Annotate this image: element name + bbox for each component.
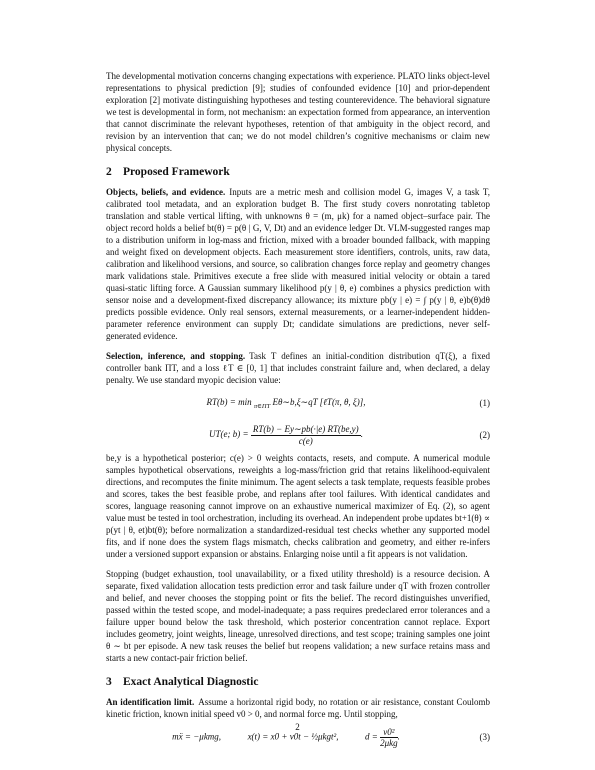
section-2-heading: [106, 166, 490, 178]
paper-page: [106, 70, 490, 754]
equation-2-numerator: RT(b) − Ey∼pb(·|e) RT(be,y): [252, 424, 359, 434]
equation-1-number: (1): [479, 398, 490, 408]
stopping-paragraph: Stopping (budget exhaustion, tool unavailability, or a fixed utility threshold) is a resource decision. A separate, fixed validation allocation tests prediction error and task failure under qT with frozen controller and belief, and never chooses the stopping point or fits the belief. The record distinguishes unverified, passed within the tested scope, and model-inadequate; a pass requires predeclared error tolerances and a failure upper bound below the task threshold, which posterior concentration cannot replace. Export includes geometry, joint weights, lineage, unresolved directions, and test scope; training samples one joint θ ∼ bt per episode. A new task reuses the belief but reopens validation; a new surface retains mass and starts a new contact-pair friction belief.: [106, 569, 490, 663]
equation-3-part-a: mẍ = −μkmg,: [172, 731, 222, 742]
equation-1-lhs: RT(b) = min: [206, 396, 252, 407]
equation-2-fraction: [251, 424, 361, 446]
equation-3-denominator: 2μkg: [380, 737, 398, 748]
equation-3-part-c-lhs: d =: [364, 731, 378, 742]
section-3-heading: [106, 676, 490, 688]
equation-1-rhs: Eθ∼b,ξ∼qT [ℓT(π, θ, ξ)],: [272, 396, 366, 407]
identification-limit-paragraph: [106, 696, 490, 720]
equation-3-part-b: x(t) = x0 + v0t − ½μkgt²,: [247, 731, 339, 742]
section-2-title: Proposed Framework: [123, 166, 230, 178]
equation-1: [106, 388, 490, 418]
section-3-title: Exact Analytical Diagnostic: [123, 676, 259, 688]
equation-3-numerator: v0²: [380, 727, 398, 738]
objects-beliefs-paragraph: [106, 186, 490, 342]
equation-1-subscript: π∈ΠT: [253, 402, 271, 410]
equation-2: [106, 420, 490, 450]
equation-2-body: UT(e; b) = $\frac{RT(b) - Ey\sim pb(\cdot|e) RT(be,y)}{c(e)}$ .: [209, 424, 363, 446]
paragraph-text: Inputs are a metric mesh and collision model G, images V, a task T, calibrated tool metadata, and an exploration budget B. The first study covers nonrotating tabletop translation and stable vertical lifting, with unknowns θ = (m, μk) for a named object–surface pair. The object record holds a belief bt(θ) = p(θ | G, V, Dt) and an evidence ledger Dt. VLM-suggested ranges map to a distribution uniform in log-mass and friction, mixed with a broader bounded fallback, with mapping and weight fixed on development objects. Each measurement store identifiers, controls, units, raw data, calibration and likelihood versions, and source, so calibration changes force replay and geometry changes mark validations stale. Primitives execute a free slide with measured initial velocity or obtain a tared quasi-static lifting force. A Gaussian summary likelihood p(y | θ, e) combines a physics prediction with sensor noise and a development-fixed discrepancy allowance; its mixture pb(y | e) = ∫ p(y | θ, e)b(θ)dθ predicts possible evidence. Only real sensors, external measurements, or a learner-independent hidden-parameter reference environment can supply Dt; candidate simulations are predictions, never self-generated evidence.: [106, 187, 490, 341]
section-2-number: 2: [106, 166, 112, 178]
paragraph-text: Assume a horizontal rigid body, no rotation or air resistance, constant Coulomb kinetic friction, known initial speed v0 > 0, and normal force mg. Until stopping,: [106, 697, 491, 719]
equation-1-body: [106, 397, 466, 410]
intro-paragraph: The developmental motivation concerns changing expectations with experience. PLATO links object-level representations to physical prediction [9]; studies of confounded evidence [10] and prior-dependent exploration [2] motivate distinguishing hypotheses and testing counterevidence. The behavioral signature we test is developmental in form, not mechanism: an expectation formed from appearance, an intervention that cannot discriminate the relevant hypotheses, retention of that ambiguity in the object record, and revision by an intervention that can; we do not model children’s cognitive mechanisms or claim new physical concepts.: [106, 71, 490, 153]
paragraph-heading: Objects, beliefs, and evidence.: [106, 187, 226, 197]
paragraph-heading: Selection, inference, and stopping.: [106, 351, 246, 361]
posterior-paragraph: be,y is a hypothetical posterior; c(e) > 0 weights contacts, resets, and compute. A numerical module samples hypothetical observations, reweights a log-mass/friction grid that retains likelihood-equivalent directions, and recomputes the finite minimum. The agent selects a task template, requests feasible probes and scores, takes the best feasible probe, and replans after tool failures. With identical candidates and scores, language reasoning cannot improve on an exhaustive numerical maximizer of Eq. (2), so agent value must be tested in tool orchestration, including its overhead. An independent probe updates bt+1(θ) ∝ p(yt | θ, et)bt(θ); before normalization a standardized-residual test checks whether any supported model fits, and if none does the system flags mismatch, checks calibration and geometry, and either re-infers under a versioned support expansion or abstains. Enlarging noise until a fit appears is not validation.: [106, 453, 490, 559]
page-number: 2: [295, 722, 300, 732]
section-3-number: 3: [106, 676, 112, 688]
paragraph-text: Task T defines an initial-condition distribution qT(ξ), a fixed controller bank ΠT, and a loss ℓT ∈ [0, 1] that includes constraint failure and, when declared, a delay penalty. We use standard myopic decision value:: [106, 351, 490, 385]
equation-2-lhs: UT(e; b) =: [209, 429, 249, 440]
selection-inference-paragraph: [106, 350, 490, 386]
paragraph-heading: An identification limit.: [106, 697, 195, 707]
equation-3-number: (3): [479, 732, 490, 742]
equation-2-denominator: c(e): [298, 436, 313, 446]
equation-3-body: mẍ = −μkmg, x(t) = x0 + v0t − ½μkgt², d = v0² 2μkg .: [172, 726, 400, 748]
equation-2-number: (2): [479, 430, 490, 440]
